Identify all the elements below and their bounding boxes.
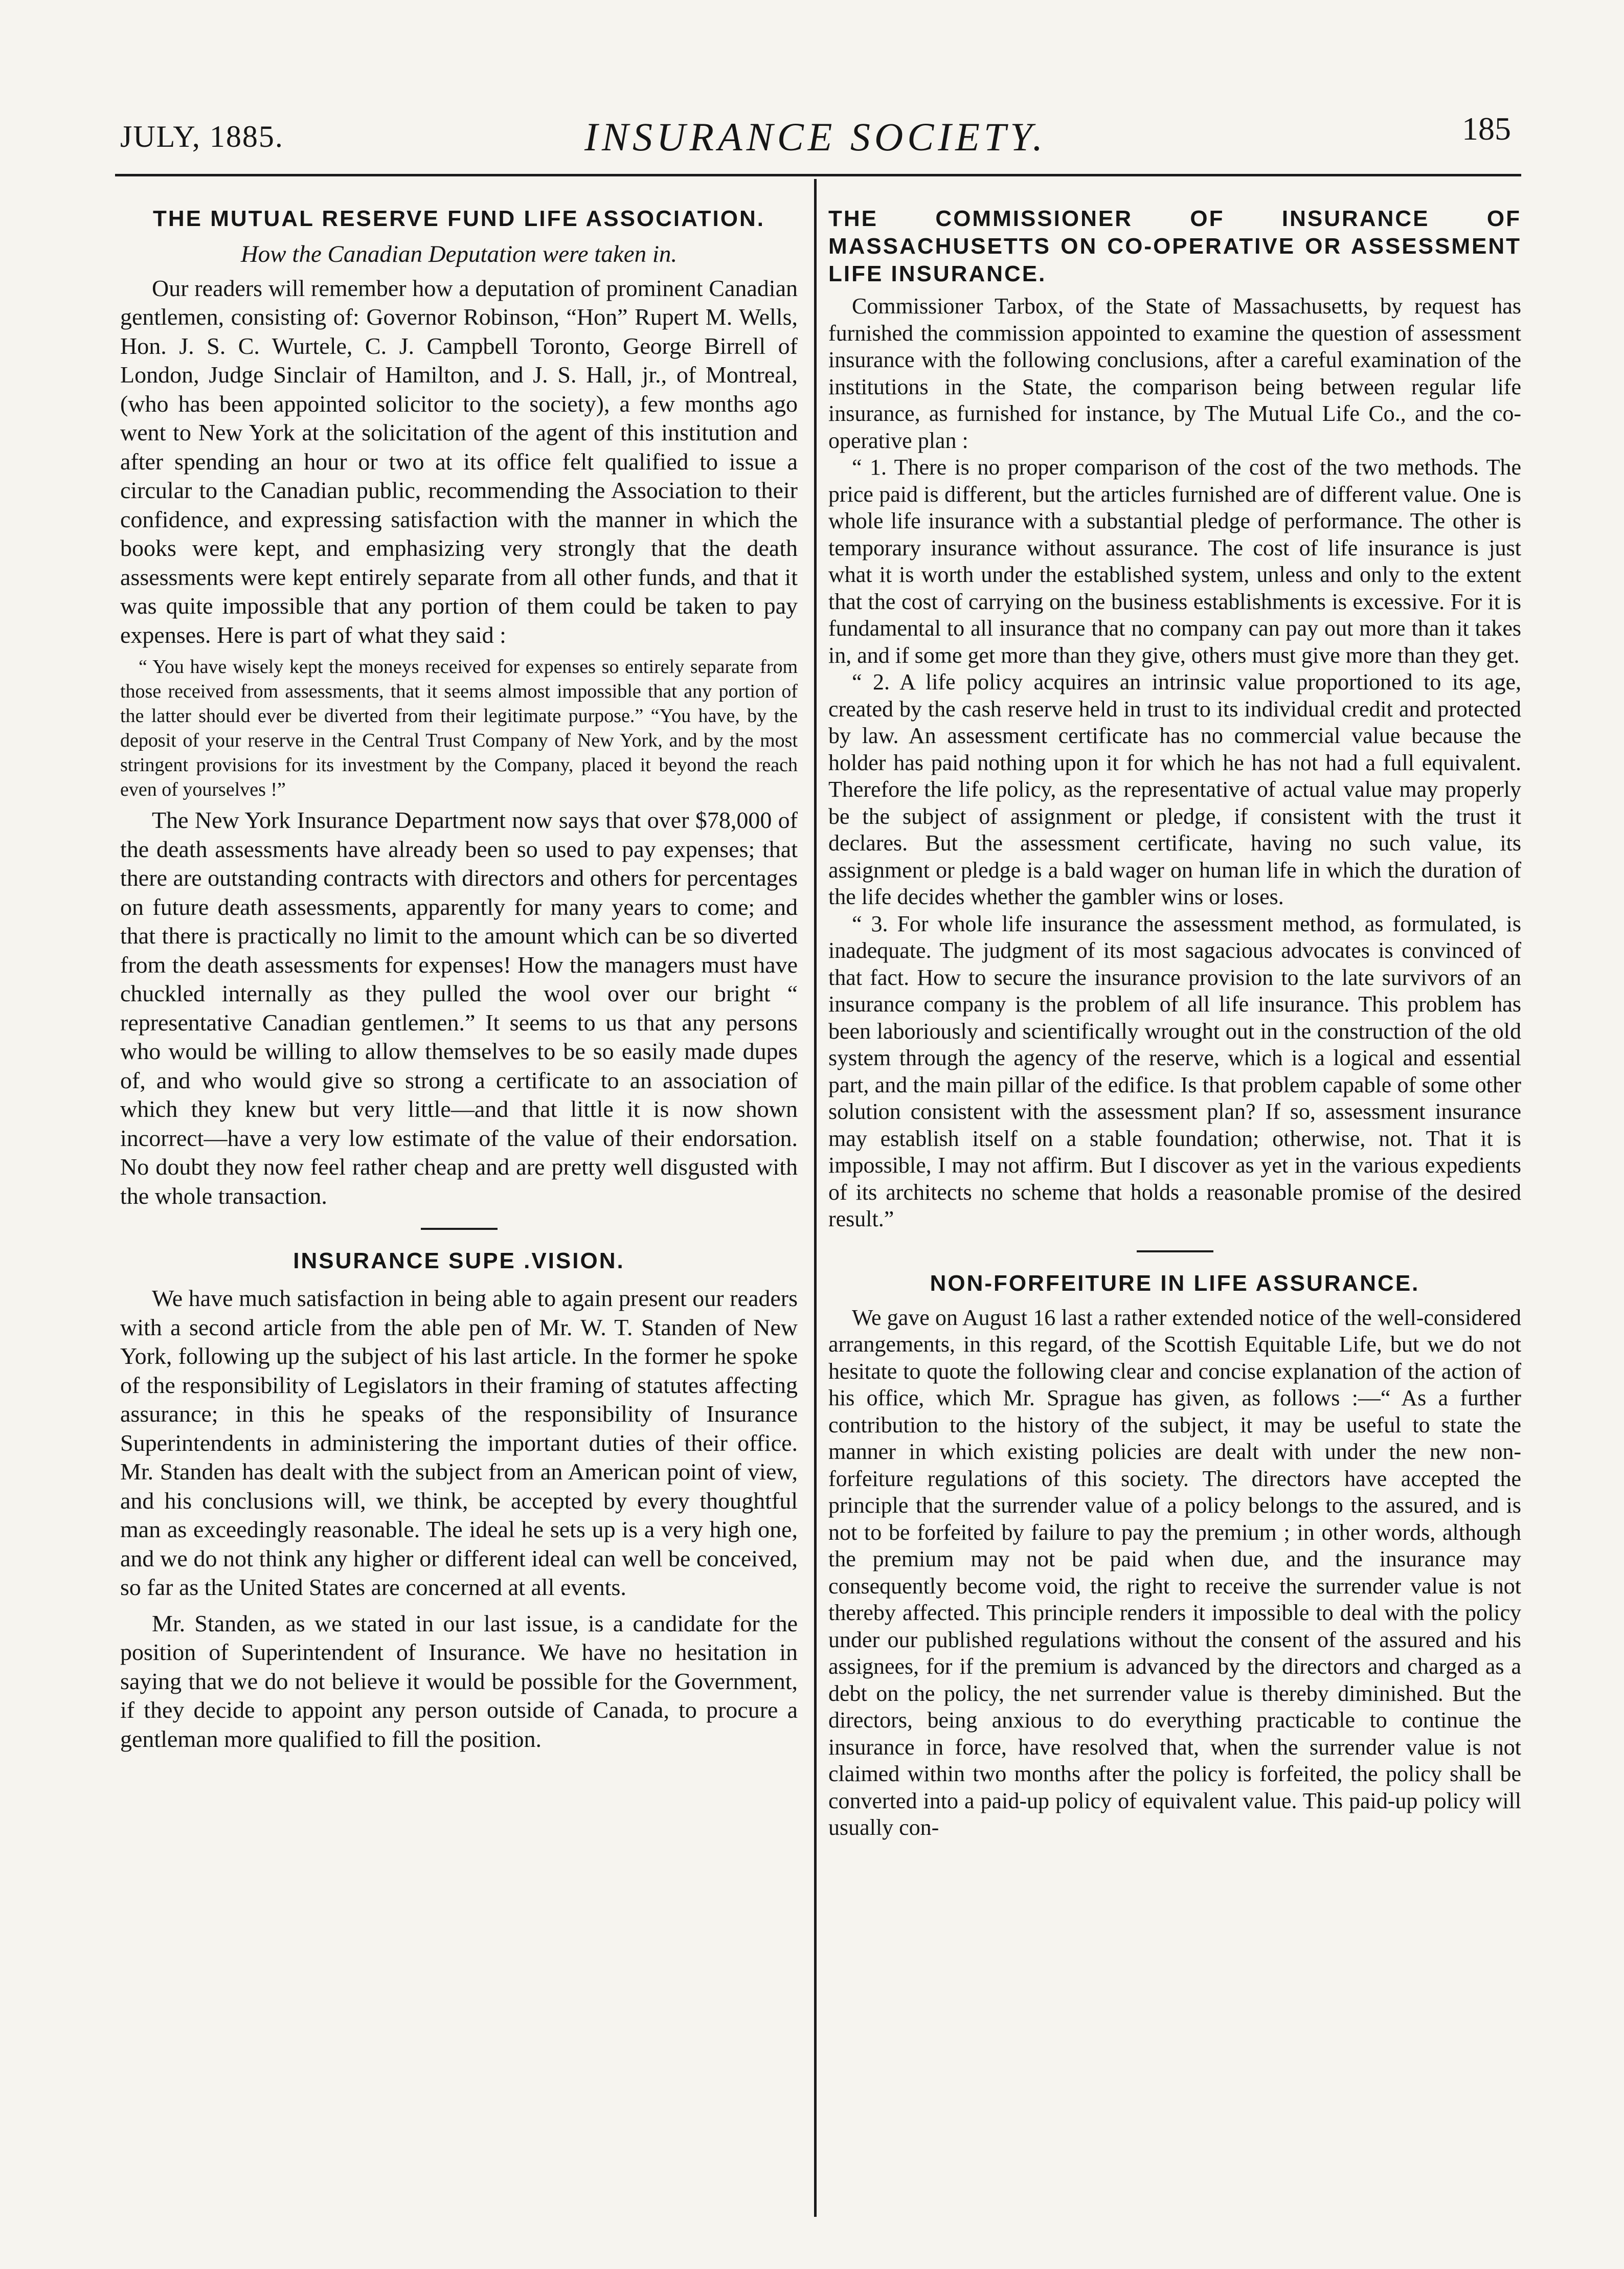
- article-mutual-reserve: [120, 205, 798, 1210]
- article-paragraph: Commissioner Tarbox, of the State of Massachusetts, by request has furnished the commission appointed to examine the question of assessment insurance with the following conclusions, after a careful examination of the institutions in the State, the comparison being between regular life insurance, as furnished for instance, by The Mutual Life Co., and the co-operative plan :: [828, 294, 1521, 453]
- section-divider: [421, 1228, 498, 1230]
- article-paragraph: Our readers will remember how a deputation of prominent Canadian gentlemen, consisting of: Governor Robinson, “Hon” Rupert M. Wells, Hon. J. S. C. Wurtele, C. J. Campbell Toronto, George Birrell of London, Judge Sinclair of Hamilton, and J. S. Hall, jr., of Montreal, (who has been appointed solicitor to the society), a few months ago went to New York at the solicitation of the agent of this institution and after spending an hour or two at its office felt qualified to issue a circular to the Canadian public, recommending the Association to their confidence, and expressing satisfaction with the manner in which the books were kept, and emphasizing very strongly that the death assessments were kept entirely separate from all other funds, and that it was quite impossible that any portion of them could be taken to pay expenses. Here is part of what they said :: [120, 275, 798, 648]
- article-paragraph: We gave on August 16 last a rather extended notice of the well-considered arrangements, in this regard, of the Scottish Equitable Life, but we do not hesitate to quote the following clear and concise explanation of the action of his office, which Mr. Sprague has given, as follows :—“ As a further contribution to the history of the subject, it may be useful to state the manner in which existing policies are dealt with under the new non-forfeiture regulations of this society. The directors have accepted the principle that the surrender value of a policy belongs to the assured, and is not to be forfeited by failure to pay the premium ; in other words, although the premium may not be paid when due, and the insurance may consequently become void, the right to receive the surrender value is not thereby affected. This principle renders it impossible to deal with the policy under our published regulations without the consent of the assured and his assignees, for if the premium is advanced by the directors and charged as a debt on the policy, the net surrender value is thereby diminished. But the directors, being anxious to do everything practicable to continue the insurance in force, have resolved that, when the surrender value is not claimed within two months after the policy is forfeited, the policy shall be converted into a paid-up policy of equivalent value. This paid-up policy will usually con-: [828, 1305, 1521, 1840]
- article-heading: INSURANCE SUPE .VISION.: [293, 1248, 625, 1273]
- column-divider: [814, 179, 817, 2217]
- article-paragraph: Mr. Standen, as we stated in our last issue, is a candidate for the position of Superintendent of Insurance. We have no hesitation in saying that we do not believe it would be possible for the Government, if they decide to appoint any person outside of Canada, to procure a gentleman more qualified to fill the position.: [120, 1610, 798, 1752]
- article-heading: NON-FORFEITURE IN LIFE ASSURANCE.: [930, 1270, 1420, 1296]
- article-paragraph: The New York Insurance Department now says that over $78,000 of the death assessments have already been so used to pay expenses; that there are outstanding contracts with directors and others for percentages on future death assessments, apparently for many years to come; and that there is practically no limit to the amount which can be so diverted from the death assessments for expenses! How the managers must have chuckled internally as they pulled the wool over our bright “ representative Canadian gentlemen.” It seems to us that any persons who would be willing to allow themselves to be so easily made dupes of, and who would give so strong a certificate to an association of which they knew but very little—and that little it is now shown incorrect—have a very low estimate of the value of their endorsation. No doubt they now feel rather cheap and are pretty well disgusted with the whole transaction.: [120, 807, 798, 1209]
- issue-date: JULY, 1885.: [120, 120, 284, 153]
- article-point: “ 1. There is no proper comparison of the cost of the two methods. The price paid is different, but the articles furnished are of different value. One is whole life insurance with a substantial pledge of performance. The other is temporary insurance without assurance. The cost of life insurance is just what it is worth under the established system, unless and only to the extent that the cost of carrying on the business establishments is excessive. For it is fundamental to all insurance that no company can pay out more than it takes in, and if some get more than they give, others must give more than they get.: [828, 455, 1521, 668]
- article-quote: “ You have wisely kept the moneys received for expenses so entirely separate from those received from assessments, that it seems almost impossible that any portion of the latter should ever be diverted from their legitimate purpose.” “You have, by the deposit of your reserve in the Central Trust Company of New York, and by the most stringent provisions for its investment by the Company, placed it beyond the reach even of yourselves !”: [120, 656, 798, 800]
- article-subheading: How the Canadian Deputation were taken in.: [240, 241, 678, 267]
- article-point: “ 2. A life policy acquires an intrinsic value proportioned to its age, created by the cash reserve held in trust to its individual credit and protected by law. An assessment certificate has no commercial value because the holder has paid nothing upon it for which he has not had a full equivalent. Therefore the life policy, as the representative of actual value may properly be the subject of assignment or pledge, if consistent with the trust it declares. But the assessment certificate, having no such value, its assignment or pledge is a bald wager on human life in which the duration of the life decides whether the gambler wins or loses.: [828, 669, 1521, 909]
- left-column: [120, 202, 798, 1754]
- running-head: [120, 105, 1511, 161]
- article-insurance-supervision: [120, 1247, 798, 1754]
- page-number: 185: [1462, 110, 1511, 147]
- header-rule: [115, 174, 1521, 176]
- publication-title: INSURANCE SOCIETY.: [584, 115, 1047, 159]
- article-paragraph: We have much satisfaction in being able to again present our readers with a second article from the able pen of Mr. W. T. Standen of New York, following up the subject of his last article. In the former he spoke of the responsibility of Legislators in their framing of statutes affecting assurance; in this he speaks of the responsibility of Insurance Superintendents in administering the important duties of their office. Mr. Standen has dealt with the subject from an American point of view, and his conclusions will, we think, be accepted by every thoughtful man as exceedingly reasonable. The ideal he sets up is a very high one, and we do not think any higher or different ideal can well be conceived, so far as the United States are concerned at all events.: [120, 1285, 798, 1600]
- right-column: [828, 202, 1521, 1841]
- article-heading: THE COMMISSIONER OF INSURANCE OF MASSACHUSETTS ON CO-OPERATIVE OR ASSESSMENT LIFE INSURANCE.: [828, 206, 1521, 286]
- article-point: “ 3. For whole life insurance the assessment method, as formulated, is inadequate. The judgment of its most sagacious advocates is convinced of that fact. How to secure the insurance provision to the late survivors of an insurance company is the problem of all life insurance. This problem has been laboriously and scientifically wrought out in the construction of the old system through the agency of the reserve, which is a logical and essential part, and the main pillar of the edifice. Is that problem capable of some other solution consistent with the assessment plan? If so, assessment insurance may establish itself on a stable foundation; otherwise, not. That it is impossible, I may not affirm. But I discover as yet in the various expedients of its architects no scheme that holds a reasonable promise of the desired result.”: [828, 911, 1521, 1231]
- article-heading: THE MUTUAL RESERVE FUND LIFE ASSOCIATION.: [153, 206, 765, 231]
- article-commissioner-massachusetts: [828, 205, 1521, 1233]
- article-non-forfeiture: [828, 1270, 1521, 1841]
- section-divider: [1137, 1250, 1213, 1252]
